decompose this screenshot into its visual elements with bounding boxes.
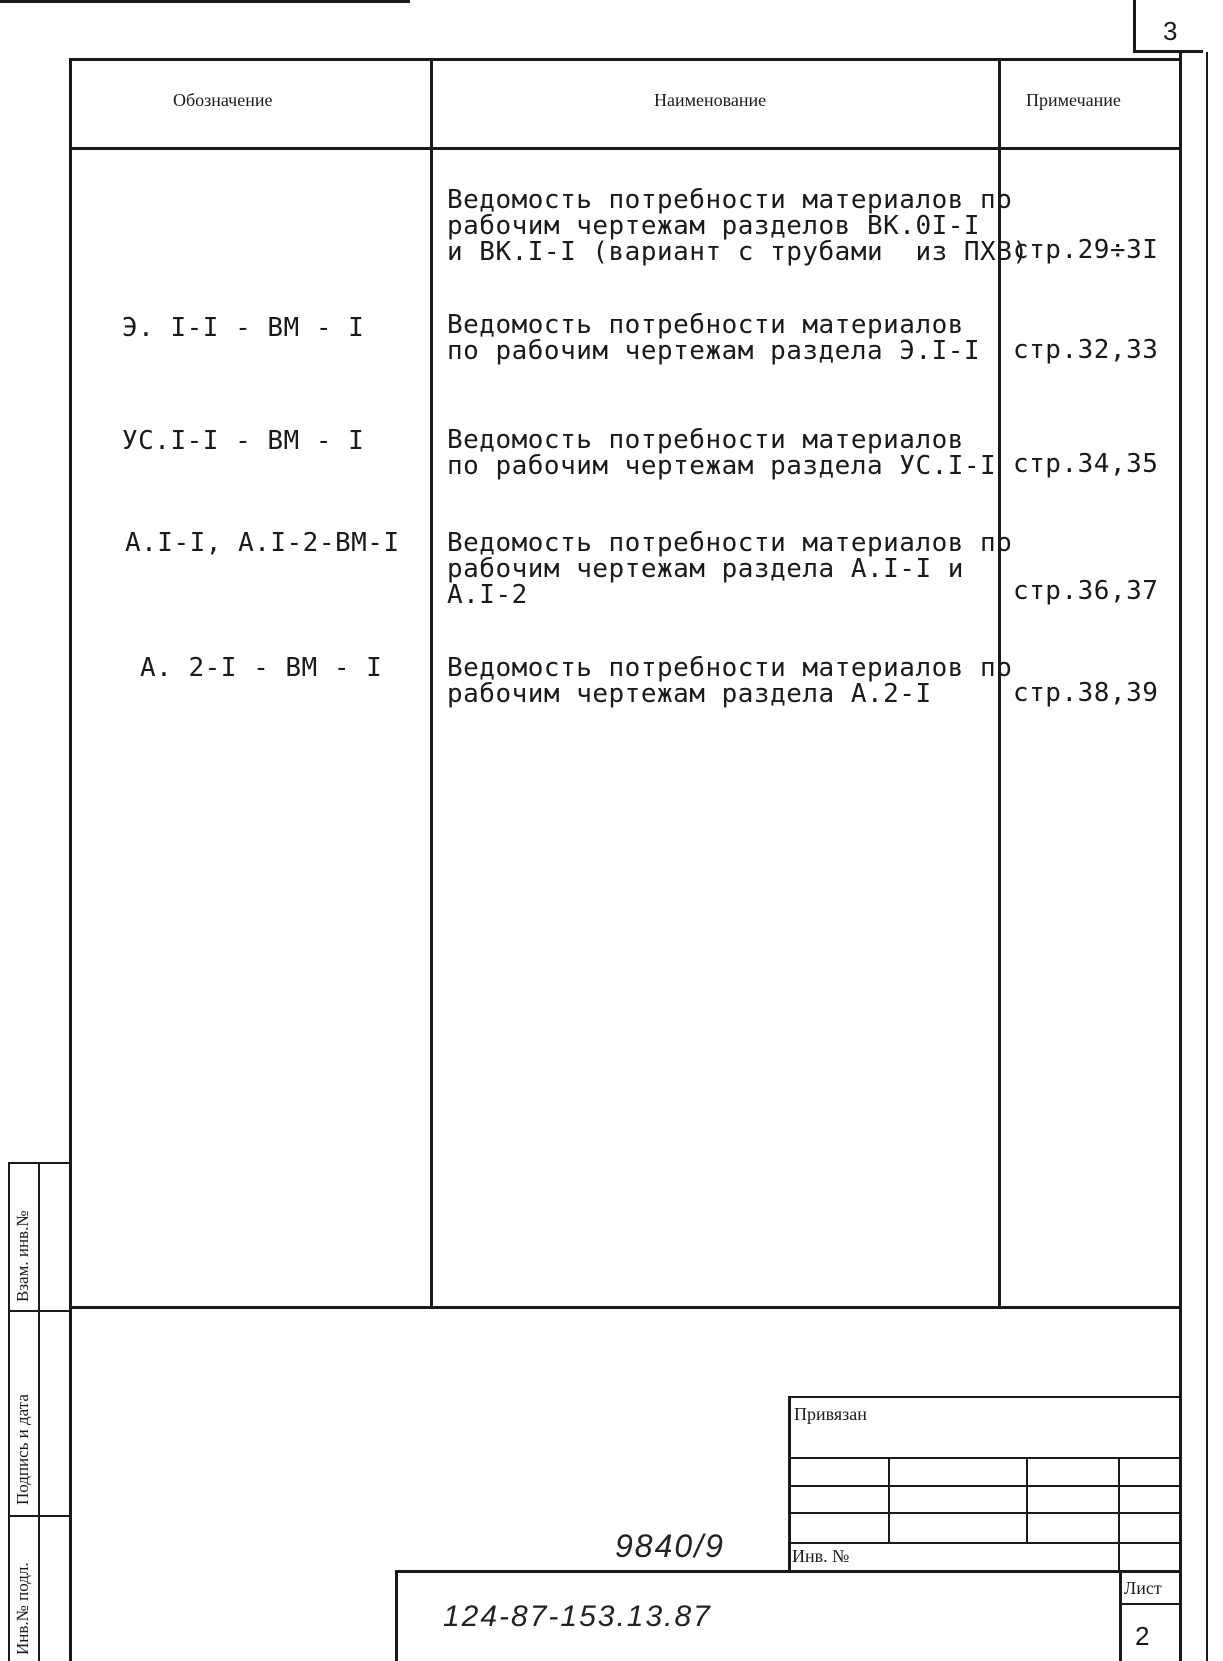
side-strip-left <box>8 1162 10 1661</box>
stamp-row-4 <box>788 1542 1179 1544</box>
header-designation: Обозначение <box>173 90 273 110</box>
sheet-box-sep <box>1119 1603 1182 1605</box>
row-1-name: Ведомость потребности материалов по рабочим чертежам разделов ВК.0I-I и ВК.I-I (вариант с трубами из ПХВ) <box>447 185 1029 267</box>
row-5-name: Ведомость потребности материалов по рабочим чертежам раздела А.2-I <box>447 653 1013 709</box>
stamp-col-2 <box>1026 1457 1028 1542</box>
page-number-box-bottom <box>1133 50 1203 53</box>
title-block-left <box>395 1570 398 1661</box>
table-bottom <box>70 1306 1182 1309</box>
header-name: Наименование <box>654 90 767 110</box>
stamp-col-1 <box>888 1457 890 1542</box>
stamp-row-3 <box>788 1512 1179 1514</box>
sheet-number: 2 <box>1135 1621 1150 1651</box>
col-divider-1 <box>430 58 433 1308</box>
stamp-row-1 <box>788 1457 1179 1459</box>
sheet-box-left <box>1119 1570 1122 1661</box>
header-bottom <box>70 147 1182 150</box>
side-label-vzam: Взам. инв.№ <box>13 1210 32 1302</box>
title-block-top <box>395 1570 1182 1573</box>
row-4-note: стр.36,37 <box>1013 576 1159 606</box>
stamp-handwritten-number: 9840/9 <box>615 1528 725 1564</box>
stamp-privyazan: Привязан <box>794 1404 867 1424</box>
sheet-label: Лист <box>1124 1578 1162 1598</box>
frame-top-short <box>0 0 410 3</box>
stamp-box-left <box>788 1396 791 1572</box>
side-label-podpis: Подпись и дата <box>13 1394 32 1505</box>
header-note: Примечание <box>1026 90 1121 110</box>
stamp-col-3 <box>1118 1457 1120 1572</box>
stamp-inv-no: Инв. № <box>792 1546 850 1566</box>
row-1-note: стр.29÷3I <box>1013 235 1159 265</box>
row-4-name: Ведомость потребности материалов по рабочим чертежам раздела А.I-I и А.I-2 <box>447 528 1013 610</box>
side-label-inv-podl: Инв.№ подл. <box>13 1562 32 1655</box>
row-3-designation: УС.I-I - ВМ - I <box>122 426 365 456</box>
row-4-designation: А.I-I, А.I-2-ВМ-I <box>125 528 400 558</box>
row-5-note: стр.38,39 <box>1013 678 1159 708</box>
row-3-name: Ведомость потребности материалов по рабочим чертежам раздела УС.I-I <box>447 425 997 481</box>
stamp-box-top <box>788 1396 1179 1398</box>
row-2-name: Ведомость потребности материалов по рабочим чертежам раздела Э.I-I <box>447 310 981 366</box>
row-3-note: стр.34,35 <box>1013 449 1159 479</box>
stamp-row-2 <box>788 1485 1179 1487</box>
row-2-designation: Э. I-I - ВМ - I <box>122 313 365 343</box>
frame-left <box>69 58 72 1661</box>
row-2-note: стр.32,33 <box>1013 335 1159 365</box>
side-strip-inner <box>38 1162 40 1661</box>
page-number: 3 <box>1163 16 1178 46</box>
document-code: 124-87-153.13.87 <box>443 1600 712 1633</box>
page-right-edge <box>1206 52 1208 1661</box>
row-5-designation: А. 2-I - ВМ - I <box>140 653 383 683</box>
page-number-box-left <box>1133 0 1136 52</box>
table-top <box>70 58 1182 61</box>
frame-right <box>1179 52 1182 1661</box>
